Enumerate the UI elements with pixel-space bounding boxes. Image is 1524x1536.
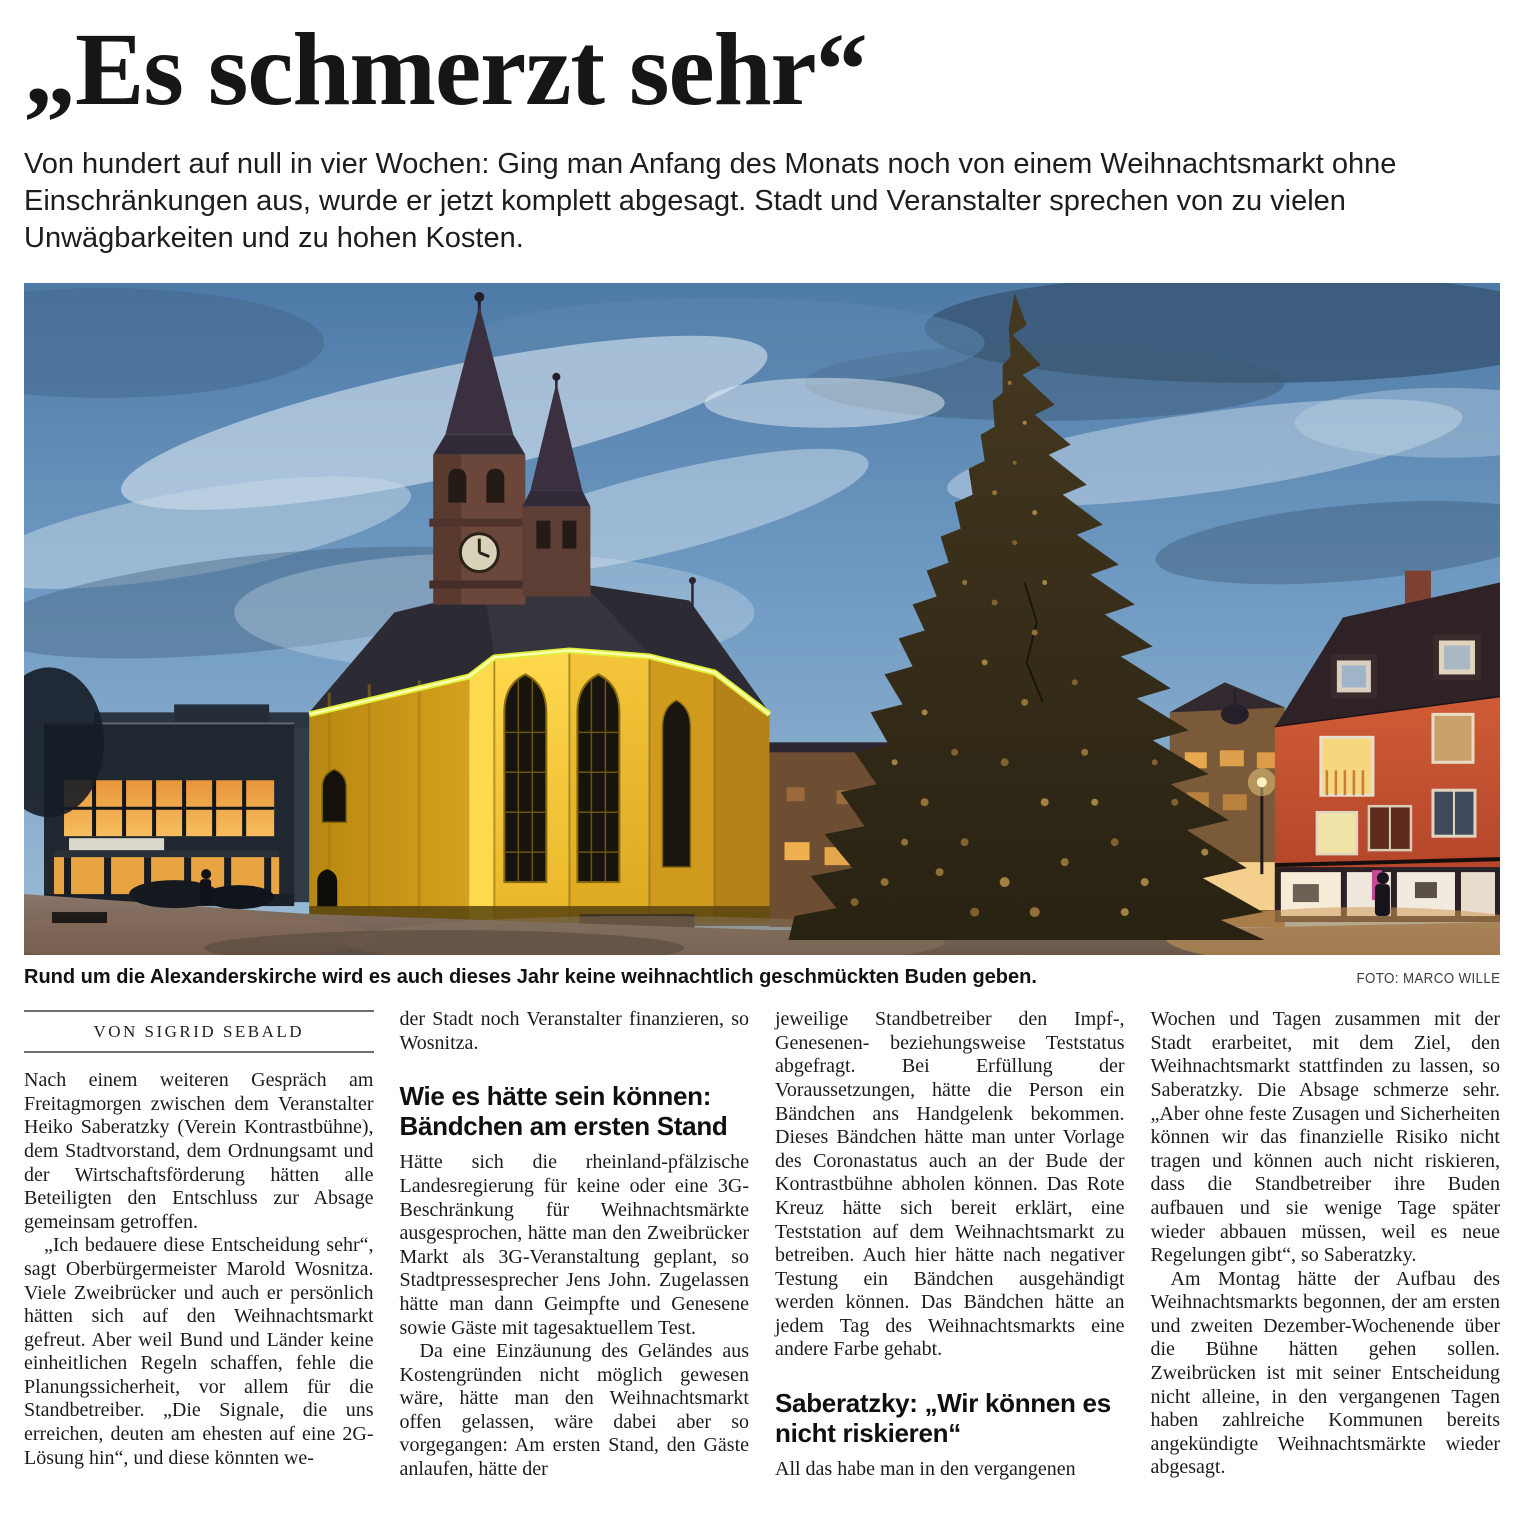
section-subhead: Saberatzky: „Wir können es nicht riskieren“ <box>775 1388 1111 1449</box>
article-lede: Von hundert auf null in vier Wochen: Ging man Anfang des Monats noch von einem Weihnachtsmarkt ohne Einschränkungen aus, wurde er jetzt komplett abgesagt. Stadt und Veranstalter sprechen von zu vielen Unwägbarkeiten und zu hohen Kosten. <box>24 148 1397 255</box>
article-column-2 <box>400 1008 750 1532</box>
section-subhead: Wie es hätte sein können: Bändchen am ersten Stand <box>399 1081 728 1142</box>
body-paragraph: All das habe man in den vergangenen <box>775 1458 1076 1481</box>
photo-credit: FOTO: MARCO WILLE <box>1356 971 1500 988</box>
body-paragraph: Hätte sich die rheinland-pfälzische Landesregierung für keine oder eine 3G-Beschränkung für Weihnachtsmärkte ausgesprochen, hätte man den Zweibrücker Markt als 3G-Veranstaltung geplant, so Stadtpressesprecher Jens John. Zugelassen hätte man dann Geimpfte und Genesene sowie Gäste mit tagesaktuellem Test. <box>399 1151 749 1339</box>
article-column-1 <box>24 1008 374 1532</box>
pedestrian-left <box>200 869 211 905</box>
article-photo <box>24 283 1500 955</box>
body-paragraph: Wochen und Tagen zusammen mit der Stadt erarbeitet, mit dem Ziel, den Weihnachtsmarkt stattfinden zu lassen, so Saberatzky. Die Absage schmerze sehr. „Aber ohne feste Zusagen und Sicherheiten können wir das finanzielle Risiko nicht tragen und können auch nicht riskieren, dass die Standbetreiber ihre Buden aufbauen und sie wenige Tage später wieder abbauen müssen, weil es neue Regelungen gibt“, so Saberatzky. <box>1150 1008 1500 1267</box>
article-column-3 <box>775 1008 1125 1532</box>
pedestrian-right <box>1375 872 1390 916</box>
caption-row <box>24 965 1500 990</box>
body-paragraph: jeweilige Standbetreiber den Impf-, Genesenen- beziehungsweise Teststatus abgefragt. Bei Erfüllung der Voraussetzungen, hätte die Person ein Bändchen ans Handgelenk bekommen. Dieses Bändchen hätte man unter Vorlage des Coronastatus auch an der Bude der Kontrastbühne abholen können. Das Rote Kreuz hätte sich bereit erklärt, eine Teststation auf dem Weihnachtsmarkt zu betreiben. Auch hier hätte nach negativer Testung ein Bändchen ausgehändigt werden können. Das Bändchen hätte an jedem Tag des Weihnachtsmarkts eine andere Farbe gehabt. <box>775 1008 1125 1361</box>
body-paragraph: Da eine Einzäunung des Geländes aus Kostengründen nicht möglich gewesen wäre, hätte man den Weihnachtsmarkt offen gelassen, wäre dabei aber so vorgegangen: Am ersten Stand, den Gäste anlaufen, hätte der <box>399 1340 749 1481</box>
photo-caption: Rund um die Alexanderskirche wird es auch dieses Jahr keine weihnachtlich geschmückten Buden geben. <box>24 966 1037 989</box>
article-column-4 <box>1151 1008 1501 1532</box>
body-paragraph: Am Montag hätte der Aufbau des Weihnachtsmarkts begonnen, der am ersten und zweiten Dezember-Wochenende über die Bühne hätten gehen sollen. Zweibrücken ist mit seiner Entscheidung nicht alleine, in den vergangenen Tagen haben zahlreiche Kommunen bereits angekündigte Weihnachtsmärkte wieder abgesagt. <box>1150 1267 1500 1479</box>
body-paragraph: der Stadt noch Veranstalter finanzieren, so Wosnitza. <box>399 1008 749 1054</box>
bench <box>52 912 107 923</box>
article-columns <box>24 1008 1500 1532</box>
byline: VON SIGRID SEBALD <box>24 1010 374 1053</box>
body-paragraph: Nach einem weiteren Gespräch am Freitagmorgen zwischen dem Veranstalter Heiko Saberatzky (Verein Kontrastbühne), dem Stadtvorstand, dem Ordnungsamt und der Wirtschaftsförderung hätten alle Beteiligten den Entschluss zur Absage gemeinsam getroffen. <box>24 1069 374 1233</box>
body-paragraph: „Ich bedauere diese Entscheidung sehr“, sagt Oberbürgermeister Marold Wosnitza. Viele Zweibrücker und auch er persönlich hätten sich auf den Weihnachtsmarkt gefreut. Aber weil Bund und Länder keine einheitlichen Regeln schaffen, fehle die Planungssicherheit, vor allem für die Standbetreiber. „Die Signale, die uns erreichen, deuten am ehesten auf eine 2G-Lösung hin“, und diese könnten we- <box>24 1234 374 1469</box>
article-headline: „Es schmerzt sehr“ <box>24 12 867 127</box>
photo-illustration <box>24 283 1500 955</box>
